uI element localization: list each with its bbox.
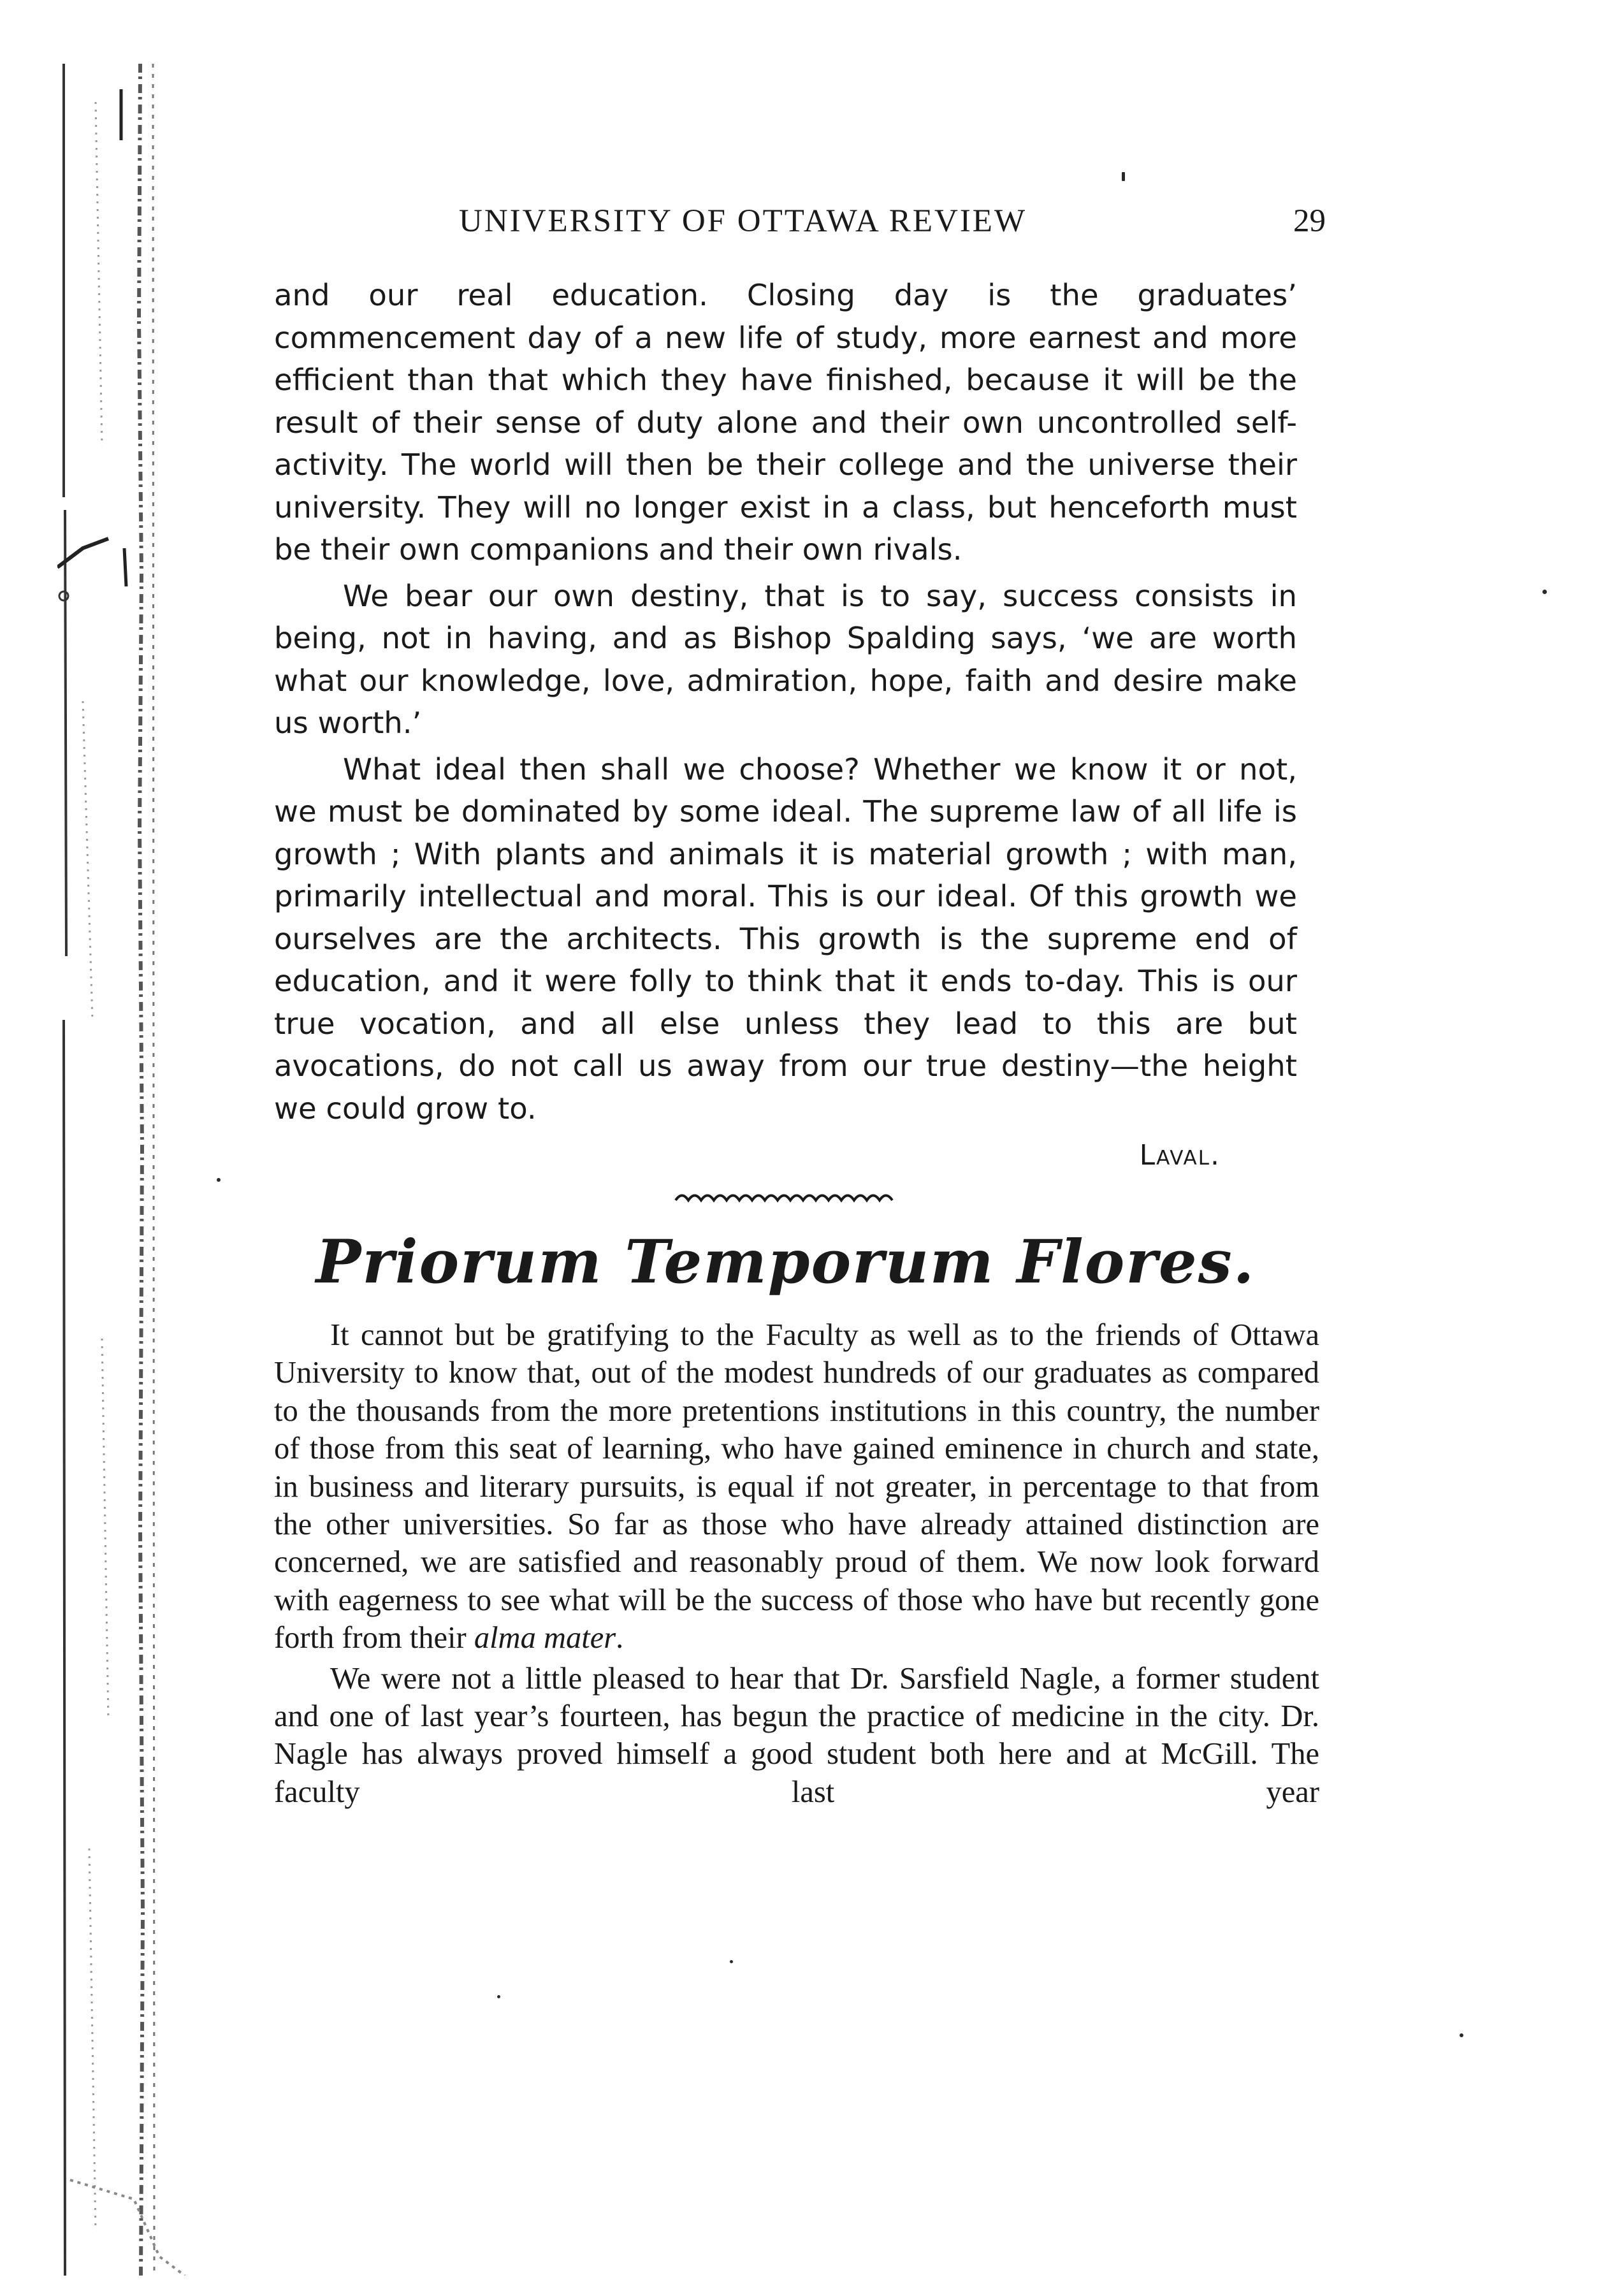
article-paragraph: What ideal then shall we choose? Whether we know it or not, we must be dominated by some ideal. The supreme law of all life is growth ; With plants and animals it is material growth ; with man, primarily intellectual and moral. This is our ideal. Of this growth we ourselves are the architects. This growth is the supreme end of education, and it were folly to think that it ends to-day. This is our true vocation, and all else unless they lead to this are but avocations, do not call us away from our true destiny—the height we could grow to. <box>274 752 1297 1126</box>
article-paragraph-text: It cannot but be gratifying to the Faculty as well as to the friends of Ottawa University to know that, out of the modest hundreds of our graduates as compared to the thousands from the more pretentions institutions in this country, the number of those from this seat of learning, who have gained eminence in church and state, in business and literary pursuits, is equal if not greater, in percentage to that from the other universities. So far as those who have already attained distinction are concerned, we are satisfied and reasonably proud of them. We now look forward with eagerness to see what will be the success of those who have but recently gone forth from their <box>274 1318 1319 1655</box>
italic-phrase: alma mater <box>474 1621 616 1655</box>
author-signature <box>274 1135 1221 1177</box>
article-paragraph: We were not a little pleased to hear that Dr. Sarsfield Nagle, a former student and one of last year’s fourteen, has begun the practice of medicine in the city. Dr. Nagle has always proved himself a good student both here and at McGill. The faculty last year <box>274 1661 1319 1809</box>
article-priorum-temporum-flores <box>274 1316 1319 1813</box>
article-laval <box>274 274 1297 1181</box>
scan-speck <box>1542 590 1547 594</box>
scan-speck <box>730 1960 733 1963</box>
scan-speck <box>217 1178 221 1182</box>
scan-speck <box>497 1995 500 1998</box>
running-head: UNIVERSITY OF OTTAWA REVIEW <box>459 203 1027 239</box>
page-header <box>274 203 1326 254</box>
author-signature-text: Laval. <box>1139 1139 1221 1172</box>
binding-edge-scan <box>57 64 204 2276</box>
article-paragraph <box>274 1316 1319 1657</box>
scan-speck <box>1460 2033 1463 2037</box>
sentence-end: . <box>616 1621 624 1655</box>
wavy-divider-ornament <box>672 1184 896 1210</box>
article-paragraph: and our real education. Closing day is the graduates’ commencement day of a new life of study, more earnest and more efficient than that which they have finished, because it will be the result of their sense of duty alone and their own uncontrolled self-activity. The world will then be their college and the universe their university. They will no longer exist in a class, but henceforth must be their own companions and their own rivals. <box>274 278 1297 567</box>
article-paragraph: We bear our own destiny, that is to say, success consists in being, not in having, and as Bishop Spalding says, ‘we are worth what our knowledge, love, admiration, hope, faith and desire make us worth.’ <box>274 578 1297 740</box>
section-title: Priorum Temporum Flores. <box>315 1227 1256 1297</box>
scan-speck <box>1122 172 1125 181</box>
page-number: 29 <box>1293 203 1326 239</box>
